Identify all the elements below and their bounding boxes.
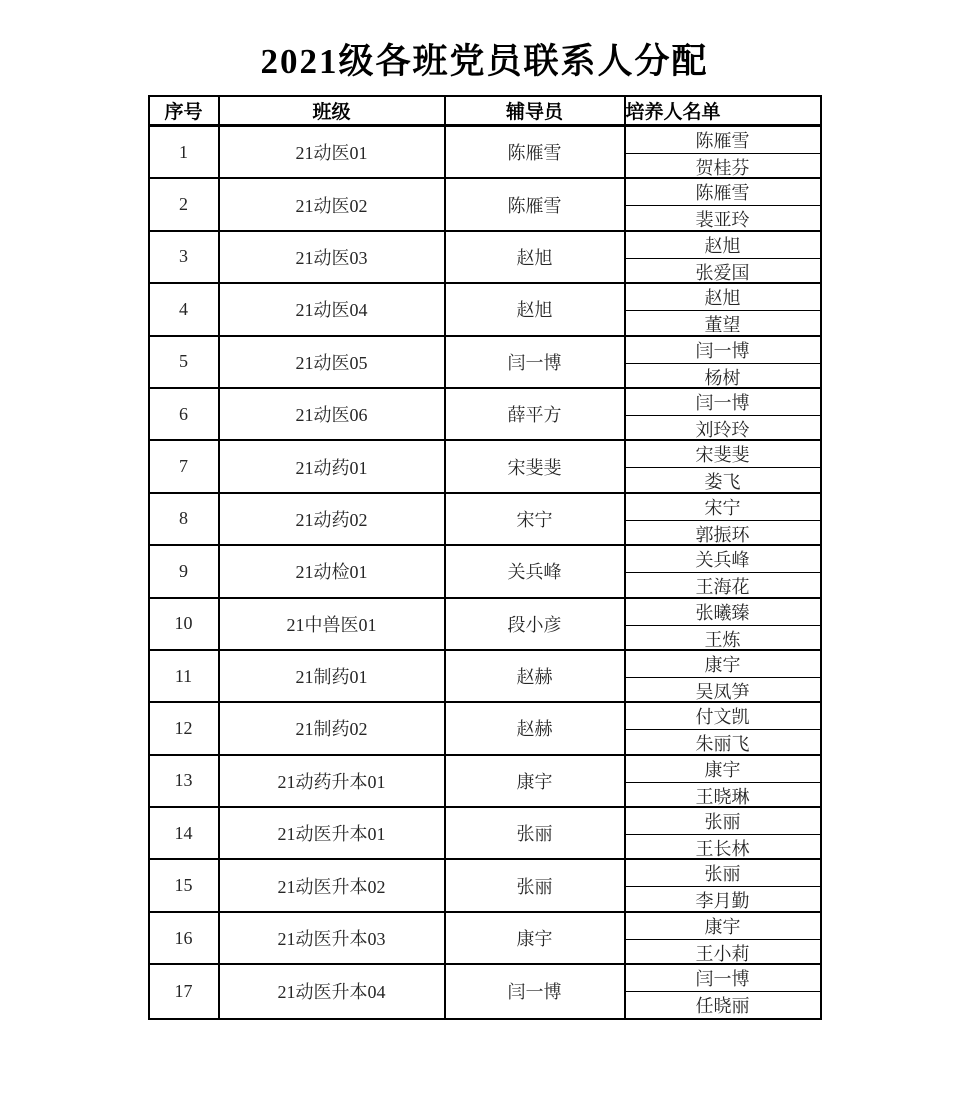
cultivator-name-2: 张爱国 (626, 258, 820, 285)
class-cell: 21动医升本03 (220, 913, 446, 963)
serial-number-cell: 1 (150, 127, 220, 177)
assignment-table (148, 95, 822, 1020)
counselor-cell: 陈雁雪 (446, 127, 626, 177)
cultivator-name-1: 闫一博 (695, 340, 750, 361)
table-row (150, 179, 820, 231)
cultivator-name-1: 张丽 (704, 812, 741, 833)
table-row (150, 441, 820, 493)
serial-number-cell: 5 (150, 337, 220, 387)
counselor-cell: 薛平方 (446, 389, 626, 439)
class-cell: 21动检01 (220, 546, 446, 596)
table-row (150, 284, 820, 336)
serial-number-cell: 14 (150, 808, 220, 858)
counselor-cell: 赵赫 (446, 703, 626, 753)
cultivator-name-2: 任晓丽 (626, 991, 820, 1018)
cultivator-name-1: 宋宁 (704, 497, 741, 518)
counselor-cell: 陈雁雪 (446, 179, 626, 229)
cultivator-name-1: 张丽 (704, 864, 741, 885)
cultivators-cell (626, 651, 820, 701)
cultivator-name-2: 朱丽飞 (626, 729, 820, 756)
table-row (150, 599, 820, 651)
cultivators-cell (626, 389, 820, 439)
table-row (150, 337, 820, 389)
counselor-cell: 关兵峰 (446, 546, 626, 596)
class-cell: 21动医03 (220, 232, 446, 282)
class-cell: 21动药升本01 (220, 756, 446, 806)
table-row (150, 913, 820, 965)
header-class: 班级 (220, 97, 446, 124)
cultivator-name-1: 陈雁雪 (695, 183, 750, 204)
header-counselor: 辅导员 (446, 97, 626, 124)
cultivator-name-2: 吴凤笋 (626, 677, 820, 704)
cultivator-name-2: 王长林 (626, 834, 820, 861)
class-cell: 21中兽医01 (220, 599, 446, 649)
class-cell: 21动医04 (220, 284, 446, 334)
cultivators-cell (626, 337, 820, 387)
class-cell: 21动医01 (220, 127, 446, 177)
cultivator-name-2: 娄飞 (626, 467, 820, 494)
counselor-cell: 赵赫 (446, 651, 626, 701)
counselor-cell: 张丽 (446, 808, 626, 858)
table-row (150, 389, 820, 441)
serial-number-cell: 2 (150, 179, 220, 229)
serial-number-cell: 12 (150, 703, 220, 753)
table-row (150, 546, 820, 598)
cultivator-name-2: 李月勤 (626, 886, 820, 913)
cultivators-cell (626, 599, 820, 649)
table-row (150, 127, 820, 179)
cultivators-cell (626, 913, 820, 963)
cultivators-cell (626, 494, 820, 544)
serial-number-cell: 8 (150, 494, 220, 544)
class-cell: 21动医升本04 (220, 965, 446, 1017)
serial-number-cell: 11 (150, 651, 220, 701)
cultivator-name-1: 闫一博 (695, 969, 750, 990)
cultivators-cell (626, 808, 820, 858)
cultivator-name-2: 郭振环 (626, 520, 820, 547)
cultivator-name-2: 刘玲玲 (626, 415, 820, 442)
class-cell: 21动医02 (220, 179, 446, 229)
table-row (150, 808, 820, 860)
class-cell: 21制药02 (220, 703, 446, 753)
counselor-cell: 张丽 (446, 860, 626, 910)
header-serial-number: 序号 (150, 97, 220, 124)
class-cell: 21动医05 (220, 337, 446, 387)
page-title: 2021级各班党员联系人分配 (260, 42, 709, 81)
cultivator-name-2: 王海花 (626, 572, 820, 599)
table-row (150, 651, 820, 703)
cultivator-name-1: 赵旭 (704, 235, 741, 256)
cultivator-name-1: 付文凯 (695, 707, 750, 728)
serial-number-cell: 16 (150, 913, 220, 963)
counselor-cell: 赵旭 (446, 232, 626, 282)
table-row (150, 494, 820, 546)
cultivator-name-2: 裴亚玲 (626, 205, 820, 232)
cultivator-name-1: 康宇 (704, 759, 741, 780)
cultivator-name-1: 宋斐斐 (695, 445, 750, 466)
class-cell: 21动医06 (220, 389, 446, 439)
serial-number-cell: 15 (150, 860, 220, 910)
cultivator-name-1: 关兵峰 (695, 550, 750, 571)
counselor-cell: 康宇 (446, 756, 626, 806)
header-cultivator-list: 培养人名单 (625, 102, 721, 123)
cultivator-name-2: 杨树 (626, 363, 820, 390)
class-cell: 21动药02 (220, 494, 446, 544)
cultivators-cell (626, 860, 820, 910)
serial-number-cell: 7 (150, 441, 220, 491)
cultivator-name-1: 赵旭 (704, 288, 741, 309)
cultivator-name-2: 王小莉 (626, 939, 820, 966)
counselor-cell: 赵旭 (446, 284, 626, 334)
cultivator-name-1: 闫一博 (695, 392, 750, 413)
table-row (150, 756, 820, 808)
counselor-cell: 闫一博 (446, 965, 626, 1017)
cultivators-cell (626, 127, 820, 177)
cultivator-name-2: 王炼 (626, 625, 820, 652)
class-cell: 21动医升本01 (220, 808, 446, 858)
serial-number-cell: 6 (150, 389, 220, 439)
cultivators-cell (626, 179, 820, 229)
serial-number-cell: 17 (150, 965, 220, 1017)
class-cell: 21制药01 (220, 651, 446, 701)
table-header-row (150, 97, 820, 127)
serial-number-cell: 13 (150, 756, 220, 806)
counselor-cell: 闫一博 (446, 337, 626, 387)
cultivators-cell (626, 703, 820, 753)
cultivators-cell (626, 441, 820, 491)
class-cell: 21动医升本02 (220, 860, 446, 910)
cultivators-cell (626, 756, 820, 806)
class-cell: 21动药01 (220, 441, 446, 491)
cultivator-name-2: 王晓琳 (626, 782, 820, 809)
table-row (150, 860, 820, 912)
cultivators-cell (626, 284, 820, 334)
cultivator-name-1: 康宇 (704, 916, 741, 937)
serial-number-cell: 9 (150, 546, 220, 596)
cultivator-name-1: 陈雁雪 (695, 131, 750, 151)
counselor-cell: 段小彦 (446, 599, 626, 649)
counselor-cell: 康宇 (446, 913, 626, 963)
table-row (150, 965, 820, 1017)
counselor-cell: 宋斐斐 (446, 441, 626, 491)
cultivators-cell (626, 232, 820, 282)
serial-number-cell: 4 (150, 284, 220, 334)
table-body (150, 127, 820, 1018)
cultivator-name-2: 董望 (626, 310, 820, 337)
cultivator-name-2: 贺桂芬 (626, 153, 820, 180)
serial-number-cell: 10 (150, 599, 220, 649)
table-row (150, 232, 820, 284)
counselor-cell: 宋宁 (446, 494, 626, 544)
cultivators-cell (626, 965, 820, 1017)
table-row (150, 703, 820, 755)
serial-number-cell: 3 (150, 232, 220, 282)
cultivator-name-1: 张曦臻 (695, 602, 750, 623)
cultivator-name-1: 康宇 (704, 654, 741, 675)
cultivators-cell (626, 546, 820, 596)
